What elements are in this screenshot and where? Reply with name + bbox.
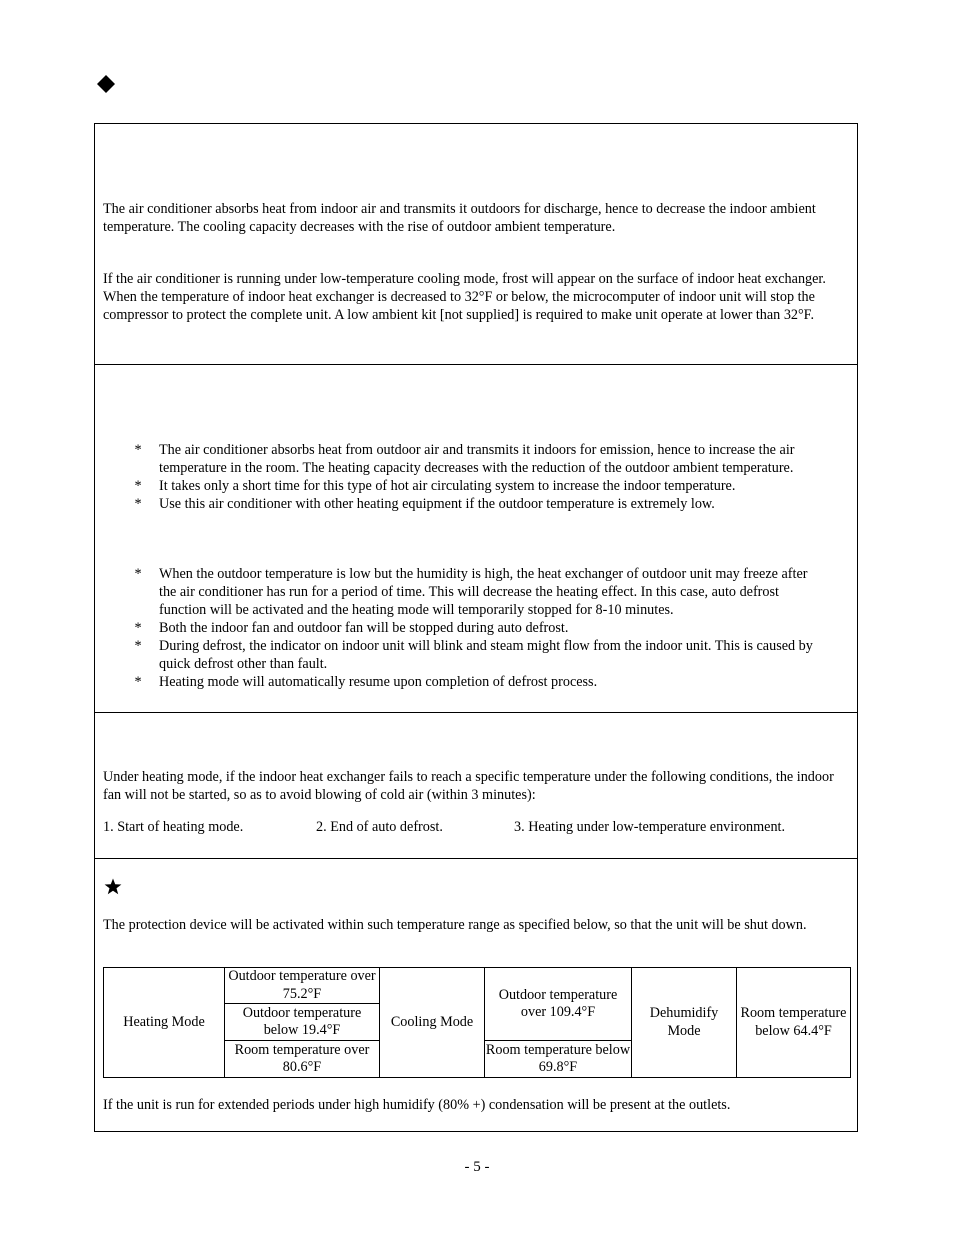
cooling-mode-cell: Cooling Mode (379, 967, 485, 1078)
list-item: * Use this air conditioner with other heating equipment if the outdoor temperature is extremely low. (134, 496, 715, 512)
content-box (94, 123, 858, 1132)
heating-bullets-2 (131, 565, 821, 691)
cooling-condition-cell: Outdoor temperature over 109.4°F (484, 967, 632, 1041)
section-divider (95, 858, 857, 859)
list-item: * During defrost, the indicator on indoor unit will blink and steam might flow from the indoor unit. This is caused by quick defrost other than fault. (134, 638, 813, 672)
list-item: * Heating mode will automatically resume upon completion of defrost process. (134, 674, 598, 690)
diamond-icon (96, 74, 116, 94)
cooling-paragraph-2: If the air conditioner is running under low-temperature cooling mode, frost will appear on the surface of indoor heat exchanger. When the temperature of indoor heat exchanger is decreased to 32°F or below, the microcomputer of indoor unit will stop the compressor to protect the complete unit. A low ambient kit [not supplied] is required to make unit operate at lower than 32°F. (103, 271, 826, 323)
condition-item: 3. Heating under low-temperature environment. (514, 819, 786, 835)
heating-condition-cell: Room temperature over 80.6°F (224, 1040, 380, 1078)
cold-air-conditions (103, 818, 853, 836)
cooling-condition-cell: Room temperature below 69.8°F (484, 1040, 632, 1078)
section-divider (95, 712, 857, 713)
protection-intro: The protection device will be activated within such temperature range as specified below, so that the unit will be shut down. (103, 917, 807, 933)
section-divider (95, 364, 857, 365)
heating-bullets-1 (131, 441, 821, 513)
protection-note: If the unit is run for extended periods under high humidify (80% +) condensation will be present at the outlets. (103, 1097, 731, 1113)
condition-item: 2. End of auto defrost. (316, 819, 443, 835)
heating-condition-cell: Outdoor temperature below 19.4°F (224, 1003, 380, 1041)
protection-table (103, 967, 853, 1078)
star-icon (104, 878, 122, 896)
list-item: * When the outdoor temperature is low but the humidity is high, the heat exchanger of outdoor unit may freeze after the air conditioner has run for a period of time. This will decrease the heating effect. In this case, auto defrost function will be activated and the heating mode will temporarily stopped for 8-10 minutes. (134, 566, 808, 618)
heating-condition-cell: Outdoor temperature over 75.2°F (224, 967, 380, 1004)
cold-air-paragraph: Under heating mode, if the indoor heat exchanger fails to reach a specific temperature under the following conditions, the indoor fan will not be started, so as to avoid blowing of cold air (within 3 minutes): (103, 769, 834, 803)
dehumidify-condition-cell: Room temperature below 64.4°F (736, 967, 851, 1078)
list-item: * It takes only a short time for this type of hot air circulating system to increase the indoor temperature. (134, 478, 736, 494)
list-item: * The air conditioner absorbs heat from outdoor air and transmits it indoors for emission, hence to increase the air temperature in the room. The heating capacity decreases with the reduction of the outdoor ambient temperature. (134, 442, 795, 476)
list-item: * Both the indoor fan and outdoor fan will be stopped during auto defrost. (134, 620, 569, 636)
page-number: - 5 - (464, 1159, 490, 1175)
dehumidify-mode-cell: Dehumidify Mode (631, 967, 737, 1078)
condition-item: 1. Start of heating mode. (103, 819, 244, 835)
cooling-paragraph-1: The air conditioner absorbs heat from indoor air and transmits it outdoors for discharge, hence to decrease the indoor ambient temperature. The cooling capacity decreases with the rise of outdoor ambient temperature. (103, 201, 816, 235)
heating-mode-cell: Heating Mode (103, 967, 225, 1078)
